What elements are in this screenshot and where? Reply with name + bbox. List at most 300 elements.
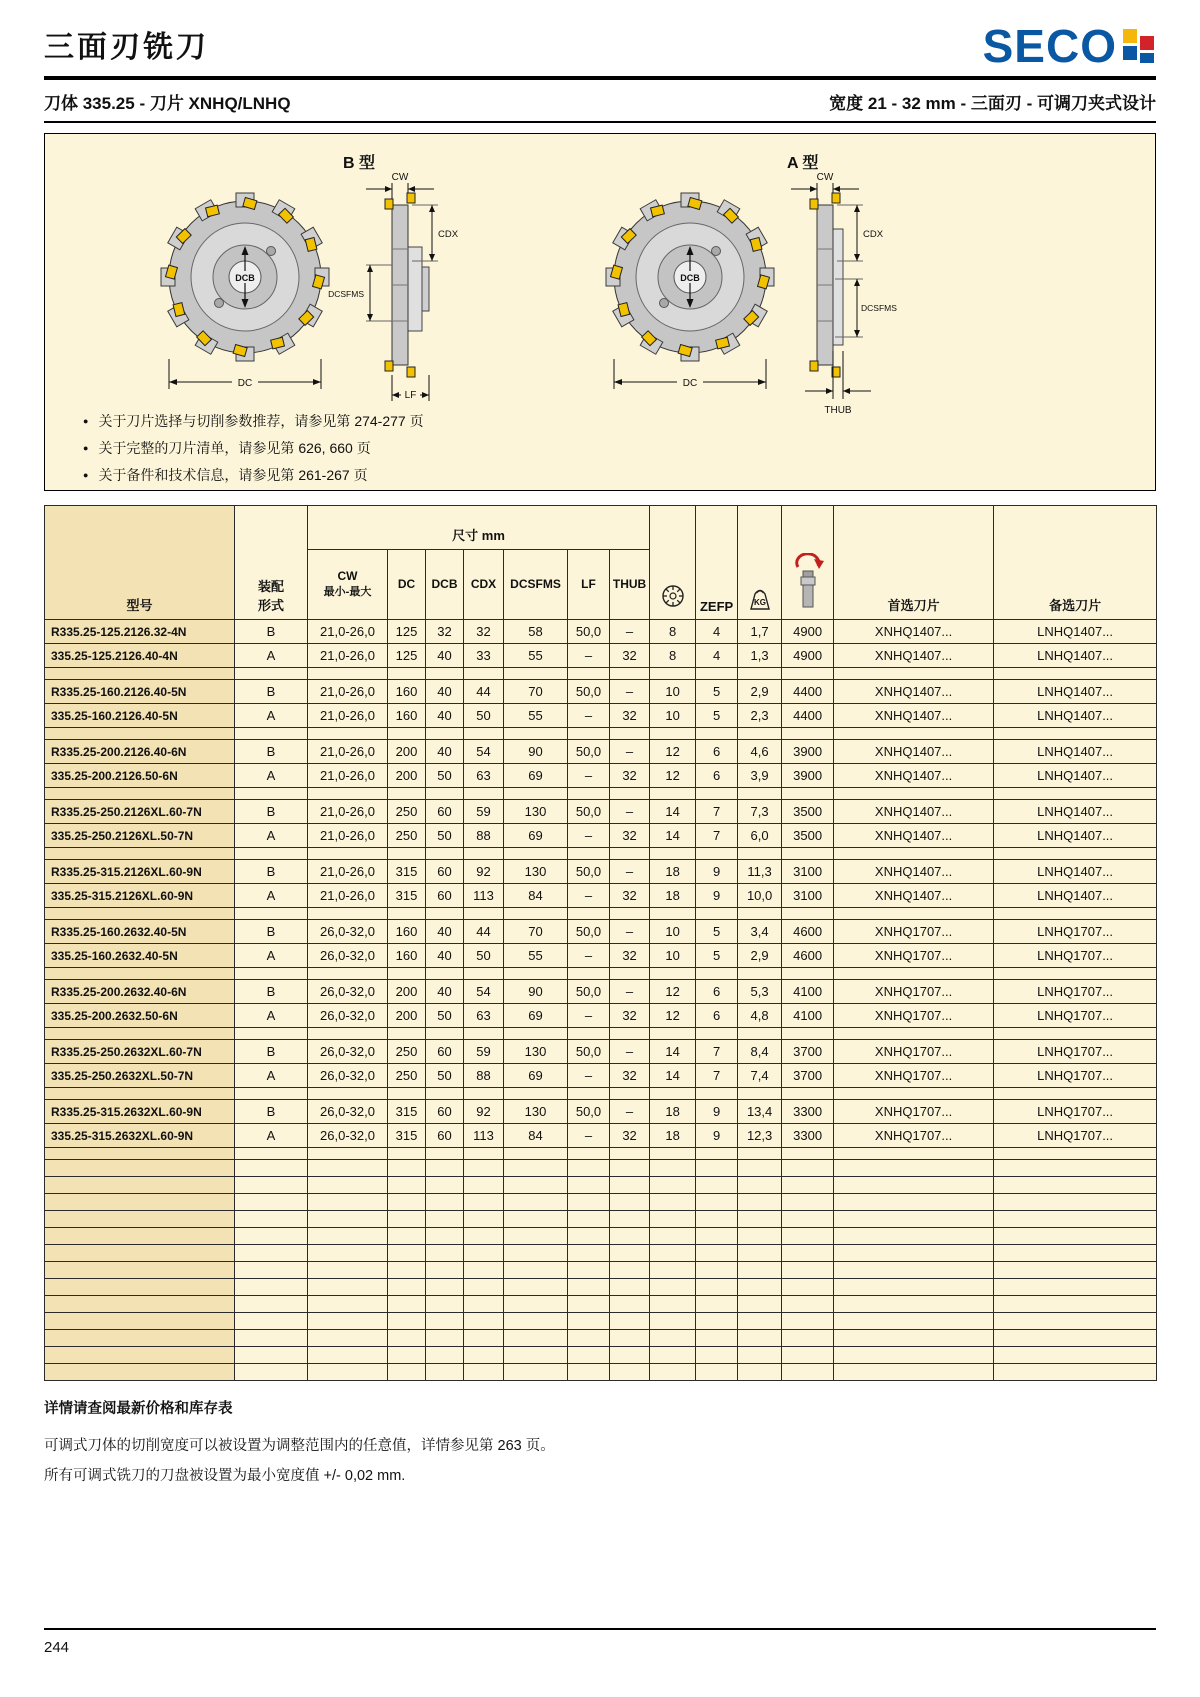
empty-row <box>45 1228 1157 1245</box>
cell-cw <box>308 908 388 920</box>
table-header <box>45 506 1157 620</box>
cell-cdx <box>464 1313 504 1330</box>
cell-dc: 200 <box>388 740 426 764</box>
cell-dcsfms <box>504 908 568 920</box>
cell-dc <box>388 788 426 800</box>
cell-dcb <box>426 1028 464 1040</box>
cell-dcsfms: 69 <box>504 1064 568 1088</box>
cell-mount <box>235 1245 308 1262</box>
cell-model: R335.25-125.2126.32-4N <box>45 620 235 644</box>
cell-teeth <box>650 848 696 860</box>
cell-rpm <box>782 1160 834 1177</box>
cell-alternate <box>994 1279 1157 1296</box>
cell-alternate: LNHQ1407... <box>994 620 1157 644</box>
cell-kg: 3,9 <box>738 764 782 788</box>
cell-cdx: 92 <box>464 860 504 884</box>
cell-zefp <box>696 1296 738 1313</box>
cell-teeth: 10 <box>650 680 696 704</box>
type-a-label: A 型 <box>787 155 819 172</box>
dim-label-dc: DC <box>682 378 698 389</box>
cell-teeth <box>650 1088 696 1100</box>
cell-dcb: 60 <box>426 800 464 824</box>
cell-dcb <box>426 1262 464 1279</box>
cell-model <box>45 1364 235 1381</box>
table-row <box>45 860 1157 884</box>
cell-zefp <box>696 1347 738 1364</box>
cell-teeth <box>650 1296 696 1313</box>
footnotes <box>44 1397 1156 1485</box>
cell-zefp <box>696 1148 738 1160</box>
cell-rpm <box>782 1177 834 1194</box>
cell-mount <box>235 1028 308 1040</box>
cell-teeth: 18 <box>650 1100 696 1124</box>
cell-dc: 200 <box>388 980 426 1004</box>
cell-model: R335.25-200.2126.40-6N <box>45 740 235 764</box>
cell-dc <box>388 1028 426 1040</box>
cell-dc <box>388 1279 426 1296</box>
cell-rpm <box>782 908 834 920</box>
cell-model <box>45 1148 235 1160</box>
cell-lf <box>568 1160 610 1177</box>
cell-thub <box>610 1262 650 1279</box>
cell-lf <box>568 848 610 860</box>
cell-model <box>45 1211 235 1228</box>
cell-alternate: LNHQ1407... <box>994 680 1157 704</box>
cell-dcsfms <box>504 1313 568 1330</box>
cell-teeth <box>650 1211 696 1228</box>
cell-dcb: 32 <box>426 620 464 644</box>
cell-kg: 4,8 <box>738 1004 782 1028</box>
cell-rpm <box>782 1364 834 1381</box>
cell-zefp: 4 <box>696 644 738 668</box>
cell-lf: – <box>568 1004 610 1028</box>
cell-alternate <box>994 1347 1157 1364</box>
cell-dcb: 60 <box>426 1100 464 1124</box>
cell-preferred <box>834 1330 994 1347</box>
cell-rpm: 4600 <box>782 944 834 968</box>
cell-zefp <box>696 1313 738 1330</box>
logo-square-blue-small <box>1140 53 1154 63</box>
cell-cdx: 32 <box>464 620 504 644</box>
cell-cw: 26,0-32,0 <box>308 1004 388 1028</box>
empty-row <box>45 1279 1157 1296</box>
cell-dcsfms: 69 <box>504 1004 568 1028</box>
cell-rpm <box>782 1194 834 1211</box>
cell-teeth <box>650 788 696 800</box>
cell-thub: – <box>610 1040 650 1064</box>
cell-mount: A <box>235 1064 308 1088</box>
teeth-count-icon <box>658 581 688 611</box>
cell-mount: B <box>235 740 308 764</box>
cell-cw <box>308 728 388 740</box>
cell-dcsfms <box>504 1211 568 1228</box>
cell-rpm <box>782 1245 834 1262</box>
cell-teeth <box>650 1262 696 1279</box>
cell-dc: 250 <box>388 1040 426 1064</box>
col-header-teeth <box>650 506 696 620</box>
cell-dc: 315 <box>388 1100 426 1124</box>
cell-cdx <box>464 1330 504 1347</box>
cell-zefp: 7 <box>696 800 738 824</box>
cell-thub <box>610 728 650 740</box>
cell-teeth <box>650 908 696 920</box>
cell-lf <box>568 1364 610 1381</box>
spacer-row <box>45 1088 1157 1100</box>
cell-alternate <box>994 1028 1157 1040</box>
cell-lf <box>568 1177 610 1194</box>
cell-kg <box>738 1177 782 1194</box>
cell-lf: – <box>568 884 610 908</box>
cell-alternate: LNHQ1707... <box>994 980 1157 1004</box>
cell-dcb: 40 <box>426 920 464 944</box>
cell-rpm <box>782 1211 834 1228</box>
dim-label-lf: LF <box>404 390 417 401</box>
cell-cdx: 88 <box>464 824 504 848</box>
cell-rpm: 4900 <box>782 620 834 644</box>
empty-row <box>45 1364 1157 1381</box>
cell-dcsfms <box>504 1279 568 1296</box>
cell-thub: 32 <box>610 1124 650 1148</box>
cell-lf <box>568 1088 610 1100</box>
cell-kg <box>738 1347 782 1364</box>
cell-zefp <box>696 788 738 800</box>
cell-preferred: XNHQ1707... <box>834 944 994 968</box>
table-row <box>45 884 1157 908</box>
spacer-row <box>45 908 1157 920</box>
cell-kg <box>738 1364 782 1381</box>
cell-preferred: XNHQ1407... <box>834 644 994 668</box>
cell-dcb: 40 <box>426 680 464 704</box>
cell-lf: 50,0 <box>568 1040 610 1064</box>
cell-thub <box>610 1028 650 1040</box>
empty-row <box>45 1330 1157 1347</box>
cell-model <box>45 1279 235 1296</box>
cell-model <box>45 1228 235 1245</box>
empty-row <box>45 1194 1157 1211</box>
cell-preferred: XNHQ1407... <box>834 800 994 824</box>
cell-thub <box>610 1347 650 1364</box>
cell-dcb <box>426 1148 464 1160</box>
cell-dcsfms <box>504 1160 568 1177</box>
dim-label-cw: CW <box>816 172 834 183</box>
cell-rpm <box>782 1330 834 1347</box>
cell-preferred <box>834 1313 994 1330</box>
cell-mount <box>235 1330 308 1347</box>
cell-dc <box>388 848 426 860</box>
cell-rpm: 3900 <box>782 740 834 764</box>
dim-label-cw: CW <box>391 172 409 183</box>
cell-cdx <box>464 1148 504 1160</box>
logo-square-red <box>1140 36 1154 50</box>
cell-zefp: 9 <box>696 860 738 884</box>
cell-cdx <box>464 968 504 980</box>
cell-dcb <box>426 1228 464 1245</box>
cell-teeth <box>650 668 696 680</box>
cell-alternate <box>994 848 1157 860</box>
cell-cdx: 50 <box>464 704 504 728</box>
cell-lf: – <box>568 1124 610 1148</box>
cell-alternate <box>994 1160 1157 1177</box>
cell-cdx <box>464 668 504 680</box>
cell-mount: B <box>235 680 308 704</box>
cell-dcb <box>426 848 464 860</box>
cell-dcsfms <box>504 1347 568 1364</box>
cell-mount <box>235 1364 308 1381</box>
cell-kg: 8,4 <box>738 1040 782 1064</box>
cell-preferred <box>834 908 994 920</box>
cell-cdx <box>464 1160 504 1177</box>
cell-cw <box>308 1088 388 1100</box>
cell-dcb <box>426 1160 464 1177</box>
cell-alternate <box>994 1148 1157 1160</box>
cell-dcb <box>426 1296 464 1313</box>
table-row <box>45 680 1157 704</box>
cell-lf: 50,0 <box>568 740 610 764</box>
cell-cdx: 63 <box>464 764 504 788</box>
cell-zefp <box>696 1228 738 1245</box>
cell-teeth <box>650 1228 696 1245</box>
cell-teeth <box>650 968 696 980</box>
cell-zefp: 6 <box>696 740 738 764</box>
cell-teeth <box>650 1330 696 1347</box>
spacer-row <box>45 728 1157 740</box>
cell-model: R335.25-315.2126XL.60-9N <box>45 860 235 884</box>
col-header-dc: DC <box>388 550 426 620</box>
cell-mount <box>235 1148 308 1160</box>
cell-teeth: 14 <box>650 1040 696 1064</box>
cell-preferred <box>834 1088 994 1100</box>
cell-alternate <box>994 728 1157 740</box>
cell-thub: 32 <box>610 824 650 848</box>
cell-rpm: 4400 <box>782 704 834 728</box>
cell-thub: – <box>610 1100 650 1124</box>
col-header-lf: LF <box>568 550 610 620</box>
cell-thub <box>610 1296 650 1313</box>
cell-alternate: LNHQ1407... <box>994 824 1157 848</box>
cell-mount <box>235 1194 308 1211</box>
cell-kg <box>738 1088 782 1100</box>
cell-cdx <box>464 848 504 860</box>
cell-model <box>45 1262 235 1279</box>
cell-zefp <box>696 848 738 860</box>
cell-rpm <box>782 1296 834 1313</box>
cell-thub: – <box>610 740 650 764</box>
cell-cw: 21,0-26,0 <box>308 824 388 848</box>
cell-cdx: 59 <box>464 1040 504 1064</box>
col-header-thub: THUB <box>610 550 650 620</box>
cell-mount: B <box>235 1100 308 1124</box>
cell-dc: 125 <box>388 620 426 644</box>
page-number: 244 <box>44 1639 70 1656</box>
cell-teeth: 12 <box>650 740 696 764</box>
spacer-row <box>45 968 1157 980</box>
cell-cw <box>308 1279 388 1296</box>
page-title: 三面刃铣刀 <box>44 31 209 64</box>
cell-cw: 26,0-32,0 <box>308 1040 388 1064</box>
cell-cdx <box>464 1088 504 1100</box>
cell-kg <box>738 1194 782 1211</box>
cell-dc: 250 <box>388 1064 426 1088</box>
col-header-preferred: 首选刀片 <box>834 506 994 620</box>
col-header-alternate: 备选刀片 <box>994 506 1157 620</box>
cell-zefp <box>696 1088 738 1100</box>
cell-zefp <box>696 728 738 740</box>
cell-model: 335.25-315.2126XL.60-9N <box>45 884 235 908</box>
cell-kg: 6,0 <box>738 824 782 848</box>
cell-teeth <box>650 1245 696 1262</box>
cell-preferred: XNHQ1707... <box>834 920 994 944</box>
cell-cdx <box>464 1028 504 1040</box>
cell-preferred: XNHQ1707... <box>834 980 994 1004</box>
cell-model <box>45 788 235 800</box>
cutter-side-view-b <box>320 169 480 424</box>
cell-model <box>45 1347 235 1364</box>
cell-zefp <box>696 908 738 920</box>
col-header-dcb: DCB <box>426 550 464 620</box>
cell-thub: – <box>610 800 650 824</box>
cell-mount <box>235 1262 308 1279</box>
cell-rpm <box>782 1262 834 1279</box>
cell-zefp: 9 <box>696 1100 738 1124</box>
cell-cdx <box>464 908 504 920</box>
cell-mount <box>235 788 308 800</box>
cell-dc <box>388 1160 426 1177</box>
cell-thub <box>610 848 650 860</box>
cell-dcb <box>426 968 464 980</box>
cell-kg <box>738 1313 782 1330</box>
cell-cw: 21,0-26,0 <box>308 764 388 788</box>
cell-thub: 32 <box>610 944 650 968</box>
cell-cdx <box>464 1228 504 1245</box>
cell-zefp: 7 <box>696 1064 738 1088</box>
cell-lf <box>568 788 610 800</box>
cell-kg <box>738 848 782 860</box>
cell-lf <box>568 1211 610 1228</box>
empty-row <box>45 1160 1157 1177</box>
cell-kg: 10,0 <box>738 884 782 908</box>
cell-rpm: 4900 <box>782 644 834 668</box>
footnote: 所有可调式铣刀的刀盘被设置为最小宽度值 +/- 0,02 mm. <box>44 1468 406 1484</box>
cell-zefp: 6 <box>696 1004 738 1028</box>
cell-zefp <box>696 1160 738 1177</box>
cell-dcsfms <box>504 1028 568 1040</box>
cell-cw <box>308 1148 388 1160</box>
cell-model: R335.25-200.2632.40-6N <box>45 980 235 1004</box>
cell-model: 335.25-160.2126.40-5N <box>45 704 235 728</box>
cell-kg <box>738 1148 782 1160</box>
cell-model: R335.25-250.2126XL.60-7N <box>45 800 235 824</box>
cell-cw: 21,0-26,0 <box>308 800 388 824</box>
cell-dc <box>388 728 426 740</box>
cell-preferred <box>834 1177 994 1194</box>
product-line-label: 刀体 335.25 - 刀片 XNHQ/LNHQ <box>44 94 291 113</box>
cell-dcb <box>426 1088 464 1100</box>
cell-thub <box>610 1228 650 1245</box>
cell-teeth: 10 <box>650 944 696 968</box>
cell-cw <box>308 1211 388 1228</box>
cell-thub <box>610 1313 650 1330</box>
cell-zefp: 6 <box>696 764 738 788</box>
cell-model <box>45 1177 235 1194</box>
cell-preferred: XNHQ1707... <box>834 1004 994 1028</box>
cell-kg: 7,4 <box>738 1064 782 1088</box>
cell-dcsfms <box>504 1262 568 1279</box>
cell-dcb <box>426 788 464 800</box>
cell-alternate <box>994 1177 1157 1194</box>
cell-dcsfms: 90 <box>504 740 568 764</box>
cell-alternate <box>994 1296 1157 1313</box>
cell-preferred <box>834 1347 994 1364</box>
cell-alternate <box>994 668 1157 680</box>
footnote-bold: 详情请查阅最新价格和库存表 <box>44 1401 233 1417</box>
cell-thub: 32 <box>610 1064 650 1088</box>
cell-mount <box>235 1347 308 1364</box>
cell-dc: 160 <box>388 920 426 944</box>
cell-thub: 32 <box>610 644 650 668</box>
cell-alternate: LNHQ1407... <box>994 740 1157 764</box>
cell-model: 335.25-200.2632.50-6N <box>45 1004 235 1028</box>
cell-kg: 3,4 <box>738 920 782 944</box>
cell-cdx: 54 <box>464 980 504 1004</box>
cell-dc: 315 <box>388 860 426 884</box>
cell-lf: 50,0 <box>568 980 610 1004</box>
table-row <box>45 1124 1157 1148</box>
cell-dcsfms <box>504 1088 568 1100</box>
cell-dcsfms: 69 <box>504 764 568 788</box>
table-row <box>45 644 1157 668</box>
cell-lf <box>568 1262 610 1279</box>
cell-dc <box>388 1177 426 1194</box>
cell-dcb <box>426 1279 464 1296</box>
cell-dcsfms: 84 <box>504 1124 568 1148</box>
cell-rpm <box>782 1313 834 1330</box>
cell-dcsfms: 90 <box>504 980 568 1004</box>
cell-zefp: 4 <box>696 620 738 644</box>
cell-dcb <box>426 668 464 680</box>
cell-zefp <box>696 1211 738 1228</box>
cell-model <box>45 968 235 980</box>
cell-alternate: LNHQ1707... <box>994 1004 1157 1028</box>
cell-dcb <box>426 1313 464 1330</box>
cell-dcsfms <box>504 788 568 800</box>
cell-dc: 200 <box>388 1004 426 1028</box>
col-header-zefp: ZEFP <box>696 506 738 620</box>
cell-rpm <box>782 728 834 740</box>
cw-header-line1: CW <box>337 569 358 584</box>
cell-mount: A <box>235 824 308 848</box>
cell-cdx <box>464 728 504 740</box>
cell-alternate <box>994 1330 1157 1347</box>
empty-row <box>45 1245 1157 1262</box>
cell-kg: 13,4 <box>738 1100 782 1124</box>
cell-lf <box>568 1330 610 1347</box>
cell-rpm <box>782 788 834 800</box>
cell-kg <box>738 1330 782 1347</box>
cell-thub: 32 <box>610 884 650 908</box>
table-row <box>45 1064 1157 1088</box>
cell-zefp <box>696 1177 738 1194</box>
cell-mount: A <box>235 1004 308 1028</box>
cell-mount <box>235 668 308 680</box>
cell-lf: – <box>568 764 610 788</box>
cell-dcsfms <box>504 848 568 860</box>
cell-lf <box>568 968 610 980</box>
cell-cw: 26,0-32,0 <box>308 1064 388 1088</box>
cell-alternate <box>994 1364 1157 1381</box>
cell-dc: 200 <box>388 764 426 788</box>
cell-thub <box>610 1364 650 1381</box>
cell-thub <box>610 908 650 920</box>
